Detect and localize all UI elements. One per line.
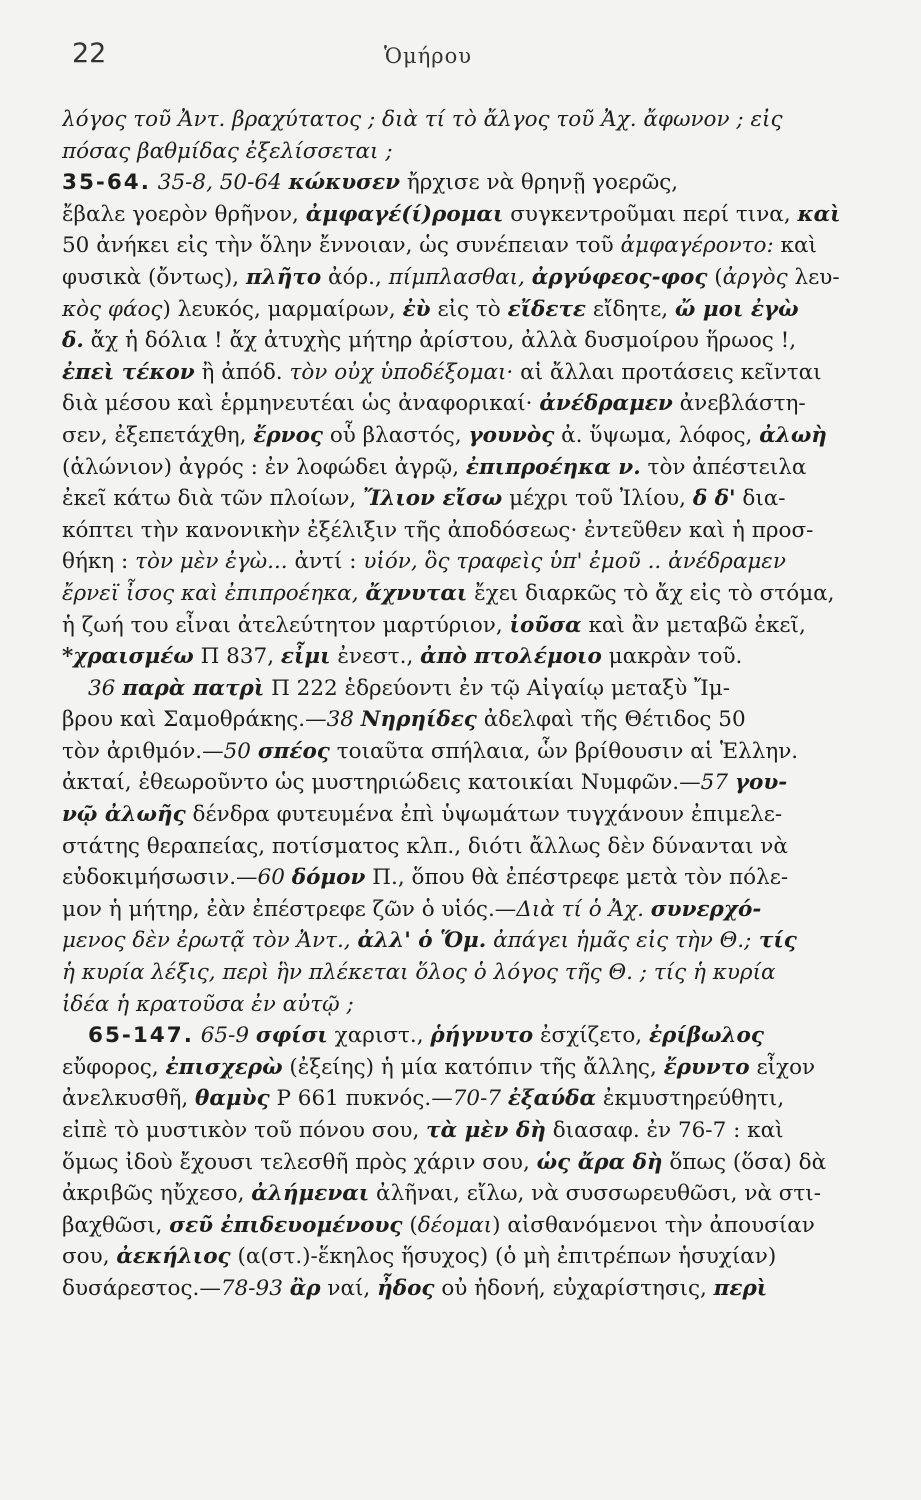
text-run: σεῦ ἐπιδευομένους: [169, 1212, 403, 1238]
text-line: [62, 325, 870, 357]
text-run: σεν, ἐξεπετάχθη,: [62, 422, 254, 448]
text-line: [62, 767, 870, 799]
text-run: ἐὺ: [402, 296, 431, 322]
text-run: θαμὺς: [195, 1086, 270, 1112]
text-line: [62, 104, 870, 136]
text-run: ὅμως ἰδοὺ ἔχουσι τελεσθῆ πρὸς χάριν σου,: [62, 1149, 537, 1175]
text-run: ἔρνος: [253, 422, 323, 448]
text-line: [62, 452, 870, 484]
text-run: ἀμφαγέ(ί)ρομαι: [305, 201, 504, 227]
text-run: ἀλῆναι, εἴλω, νὰ συσσωρευθῶσι, νὰ στι-: [369, 1181, 822, 1207]
text-line: [62, 1020, 870, 1052]
text-run: οὐ ἡδονή, εὐχαρίστησις,: [434, 1275, 714, 1301]
text-run: 65-147.: [88, 1023, 194, 1049]
text-run: ἀκριβῶς ηὔχεσο,: [62, 1181, 252, 1207]
text-run: στάτης θεραπείας, ποτίσματος κλπ., διότι ἄλλως δὲν δύνανται νὰ: [62, 833, 788, 859]
text-run: δόμον: [291, 865, 366, 891]
text-line: [62, 862, 870, 894]
text-run: ἐρίβωλος: [648, 1023, 764, 1049]
text-run: χαριστ.,: [327, 1023, 431, 1049]
text-run: ἐνεστ.,: [330, 644, 421, 670]
text-run: τὸν οὐχ ὑποδέξομαι·: [289, 359, 514, 385]
text-run: Ρ 661 πυκνός.—: [269, 1086, 453, 1112]
text-run: ἔρνεϊ ἶσος καὶ ἐπιπροέηκα,: [62, 580, 359, 606]
text-line: [62, 546, 870, 578]
text-run: ἐκμυστηρεύθητι,: [596, 1086, 785, 1112]
text-run: [351, 928, 358, 953]
text-line: [62, 925, 870, 957]
text-run: βαχθῶσι,: [62, 1212, 170, 1238]
text-run: θήκη :: [62, 549, 136, 575]
text-run: διὰ μέσου καὶ ἑρμηνευτέαι ὡς ἀναφορικαί·: [62, 391, 540, 417]
text-run: Νηρηίδες: [360, 707, 477, 733]
text-run: Π., ὅπου θὰ ἐπέστρεφε μετὰ τὸν πόλε-: [365, 865, 789, 891]
text-run: συγκεντροῦμαι περί τινα,: [503, 201, 798, 227]
text-run: ἀκταί, ἐθεωροῦντο ὡς μυστηριώδεις κατοικίαι Νυμφῶν.—: [62, 770, 701, 796]
text-line: [62, 831, 870, 863]
text-run: ἀργύφεος-φος: [531, 264, 708, 290]
text-run: γου-: [734, 770, 788, 796]
text-run: περὶ: [713, 1275, 768, 1301]
text-run: ἡ κυρία λέξις, περὶ ἣν πλέκεται ὅλος ὁ λόγος τῆς Θ. ; τίς ἡ κυρία: [62, 960, 776, 986]
text-run: ἰδέα ἡ κρατοῦσα ἐν αὐτῷ ;: [62, 991, 354, 1017]
text-line: [62, 673, 870, 705]
text-line: [62, 610, 870, 642]
text-line: [62, 704, 870, 736]
text-run: ἂρ: [289, 1275, 321, 1301]
text-run: συνερχό-: [650, 896, 762, 922]
text-run: ἐπιπροέηκα ν.: [465, 454, 641, 480]
text-run: 50 ἀνήκει εἰς τὴν ὅλην ἔννοιαν, ὡς συνέπειαν τοῦ: [62, 233, 621, 259]
text-run: (: [402, 1212, 418, 1238]
page-header: [0, 38, 921, 78]
text-run: [525, 265, 532, 290]
text-run: ἀ. ὕψωμα, λόφος,: [554, 422, 760, 448]
text-run: μακρὰν τοῦ.: [601, 644, 743, 670]
text-run: Π 837,: [193, 644, 281, 670]
text-run: δ.: [62, 328, 84, 354]
text-line: [62, 167, 870, 199]
text-run: λόγος τοῦ Ἀντ. βραχύτατος ; διὰ τί τὸ ἄλγος τοῦ Ἀχ. ἄφωνον ; εἰς: [62, 107, 783, 132]
text-run: ἄχ ἡ δόλια ! ἄχ ἀτυχὴς μήτηρ ἀρίστου, ἀλλὰ δυσμοίρου ἥρωος !,: [83, 328, 797, 354]
text-line: [62, 294, 870, 326]
text-run: ἀόρ.,: [321, 264, 389, 290]
text-line: [62, 1178, 870, 1210]
text-run: μενος δὲν ἐρωτᾷ τὸν Ἀντ.,: [62, 928, 351, 954]
text-line: [62, 515, 870, 547]
text-line: [62, 989, 870, 1021]
text-line: [62, 1052, 870, 1084]
text-run: τὸν ἀριθμόν.—: [62, 738, 224, 764]
text-run: φυσικὰ (ὄντως),: [62, 264, 246, 290]
text-run: πλῆτο: [245, 264, 322, 290]
text-line: [62, 420, 870, 452]
text-run: δυσάρεστος.—: [62, 1275, 221, 1301]
text-line: [62, 957, 870, 989]
text-run: τίς: [751, 928, 797, 954]
text-run: ἐσχίζετο,: [533, 1023, 649, 1049]
text-line: [62, 483, 870, 515]
text-run: ἢ ἀπόδ.: [194, 359, 290, 385]
text-run: 70-7: [452, 1086, 508, 1112]
text-run: ) λευκός, μαρμαίρων,: [162, 296, 403, 322]
text-run: εὔφορος,: [62, 1054, 166, 1080]
text-line: [62, 736, 870, 768]
text-run: ἀπὸ πτολέμοιο: [420, 644, 602, 670]
text-run: ὡς ἄρα δὴ: [536, 1149, 663, 1175]
text-run: (: [707, 264, 723, 290]
text-run: βρου καὶ Σαμοθράκης.—: [62, 707, 327, 733]
text-run: κὸς φάος: [62, 296, 163, 322]
text-line: [62, 799, 870, 831]
text-run: δ δ': [692, 486, 736, 512]
text-run: πόσας βαθμίδας ἐξελίσσεται ;: [62, 138, 393, 164]
text-run: καὶ: [773, 233, 817, 259]
text-line: [62, 1241, 870, 1273]
text-run: σφίσι: [255, 1023, 328, 1049]
text-run: ἀνεβλάστη-: [672, 391, 806, 417]
text-line: [62, 1210, 870, 1242]
text-run: ἀλήμεναι: [251, 1181, 370, 1207]
text-line: [62, 230, 870, 262]
text-run: εἰπὲ τὸ μυστικὸν τοῦ πόνου σου,: [62, 1118, 427, 1143]
text-run: οὗ βλαστός,: [323, 422, 469, 448]
text-run: ἀνέδραμεν: [668, 549, 786, 575]
text-run: ἐπισχερὼ: [165, 1054, 283, 1080]
text-line: [62, 262, 870, 294]
text-run: ἀπάγει ἡμᾶς εἰς τὴν Θ.;: [493, 928, 752, 954]
text-run: κώκυσεν: [288, 170, 401, 196]
text-run: (ἁλώνιον) ἀγρός : ἐν λοφώδει ἀγρῷ,: [62, 454, 466, 480]
text-run: εὐδοκιμήσωσιν.—: [62, 865, 258, 891]
text-run: Π 222 ἑδρεύοντι ἐν τῷ Αἰγαίῳ μεταξὺ Ἴμ-: [264, 675, 730, 701]
text-run: Ἴλιον εἴσω: [363, 486, 503, 512]
text-line: [62, 199, 870, 231]
text-run: ναί,: [320, 1275, 378, 1301]
text-run: ῥήγνυτο: [430, 1023, 534, 1049]
text-run: εἶχον: [749, 1054, 816, 1080]
text-run: καὶ: [797, 201, 841, 227]
text-run: δια-: [735, 486, 786, 512]
text-line: [62, 136, 870, 168]
text-run: ἰοῦσα: [509, 612, 582, 638]
text-run: ἦδος: [377, 1275, 435, 1301]
text-run: εἶμι: [280, 644, 331, 670]
text-run: (α(στ.)-ἕκηλος ἥσυχος) (ὁ μὴ ἐπιτρέπων ἡσυχίαν): [230, 1244, 777, 1270]
text-line: [62, 578, 870, 610]
text-run: κόπτει τὴν κανονικὴν ἐξέλιξιν τῆς ἀποδόσεως· ἐντεῦθεν καὶ ἡ προσ-: [62, 517, 814, 543]
text-run: μον ἡ μήτηρ, ἐὰν ἐπέστρεφε ζῶν ὁ υἱός.—: [62, 896, 517, 922]
text-run: ἀεκήλιος: [116, 1244, 231, 1270]
text-run: ὅπως (ὅσα) δὰ: [662, 1149, 827, 1175]
text-run: ἀδελφαὶ τῆς Θέτιδος 50: [476, 707, 746, 733]
text-run: 65-9: [193, 1023, 256, 1049]
text-run: δένδρα φυτευμένα ἐπὶ ὑψωμάτων τυγχάνουν ἐπιμελε-: [185, 802, 783, 828]
text-run: δέομαι: [417, 1212, 493, 1238]
text-run: τὸν ἀπέστειλα: [640, 454, 807, 480]
text-run: (ἐξείης) ἡ μία κατόπιν τῆς ἄλλης,: [282, 1054, 664, 1080]
page-number: 22: [72, 38, 107, 69]
text-run: ἔρυντο: [663, 1054, 750, 1080]
text-line: [62, 894, 870, 926]
text-run: μέχρι τοῦ Ἰλίου,: [502, 486, 693, 512]
text-run: καὶ ἂν μεταβῶ ἐκεῖ,: [581, 612, 806, 638]
text-run: εἴδετε: [507, 296, 586, 322]
text-line: [62, 388, 870, 420]
text-run: 38: [326, 707, 361, 733]
text-line: [62, 1273, 870, 1305]
text-run: τὰ μὲν δὴ: [426, 1118, 546, 1143]
text-run: ἄχνυται: [365, 580, 468, 606]
commentary-text: [62, 104, 870, 1305]
text-line: [62, 641, 870, 673]
text-run: 36: [88, 675, 123, 701]
text-run: ἐπεὶ τέκον: [62, 359, 195, 385]
text-run: σου,: [62, 1244, 117, 1270]
text-run: λευ-: [787, 264, 840, 290]
text-run: νῷ ἀλωῆς: [62, 802, 186, 828]
text-run: ἐκεῖ κάτω διὰ τῶν πλοίων,: [62, 486, 364, 512]
text-run: εἴδητε,: [585, 296, 675, 322]
text-run: ἀμφαγέροντο:: [620, 233, 774, 259]
text-run: ἔβαλε γοερὸν θρῆνον,: [62, 201, 306, 227]
text-line: [62, 1115, 870, 1147]
text-run: 35-64.: [62, 170, 151, 196]
text-run: ἀντί :: [287, 549, 364, 575]
text-run: τὸν μὲν ἐγὼ...: [135, 549, 288, 575]
text-line: [62, 357, 870, 389]
text-run: ἀλλ' ὁ Ὅμ.: [357, 928, 487, 954]
text-run: [644, 897, 651, 922]
text-run: τοιαῦτα σπήλαια, ὧν βρίθουσιν αἱ Ἑλλην.: [329, 738, 799, 764]
text-run: ) αἰσθανόμενοι τὴν ἀπουσίαν: [492, 1212, 815, 1238]
text-line: [62, 1147, 870, 1179]
text-run: ἡ ζωή του εἶναι ἀτελεύτητον μαρτύριον,: [62, 612, 510, 638]
text-run: αἱ ἄλλαι προτάσεις κεῖνται: [513, 359, 822, 385]
text-run: 57: [700, 770, 735, 796]
text-run: υἱόν, ὃς τραφεὶς ὑπ' ἐμοῦ ..: [363, 549, 662, 575]
text-run: 50: [223, 738, 258, 764]
text-run: γουνὸς: [468, 422, 555, 448]
running-head: Ὁμήρου: [384, 44, 473, 68]
text-run: 78-93: [220, 1275, 290, 1301]
text-run: ἀργὸς: [722, 264, 788, 290]
text-run: *χραισμέω: [62, 644, 194, 670]
text-run: σπέος: [257, 738, 330, 764]
text-run: ἔχει διαρκῶς τὸ ἄχ εἰς τὸ στόμα,: [467, 580, 835, 606]
text-run: διασαφ. ἐν 76-7 : καὶ: [545, 1118, 784, 1143]
text-run: ὤ μοι ἐγὼ: [674, 296, 799, 322]
text-run: ἀλωὴ: [759, 422, 827, 448]
text-line: [62, 1083, 870, 1115]
text-run: ἀνελκυσθῆ,: [62, 1086, 196, 1112]
text-run: εἰς τὸ: [430, 296, 508, 322]
text-run: παρὰ πατρὶ: [122, 675, 265, 701]
text-run: ἀνέδραμεν: [539, 391, 673, 417]
text-run: 60: [257, 865, 292, 891]
text-run: Διὰ τί ὁ Ἀχ.: [516, 896, 644, 922]
text-run: ἐξαύδα: [507, 1086, 597, 1112]
text-run: 35-8, 50-64: [150, 170, 289, 196]
text-run: πίμπλασθαι,: [388, 264, 525, 290]
text-run: ἤρχισε νὰ θρηνῇ γοερῶς,: [400, 170, 679, 196]
